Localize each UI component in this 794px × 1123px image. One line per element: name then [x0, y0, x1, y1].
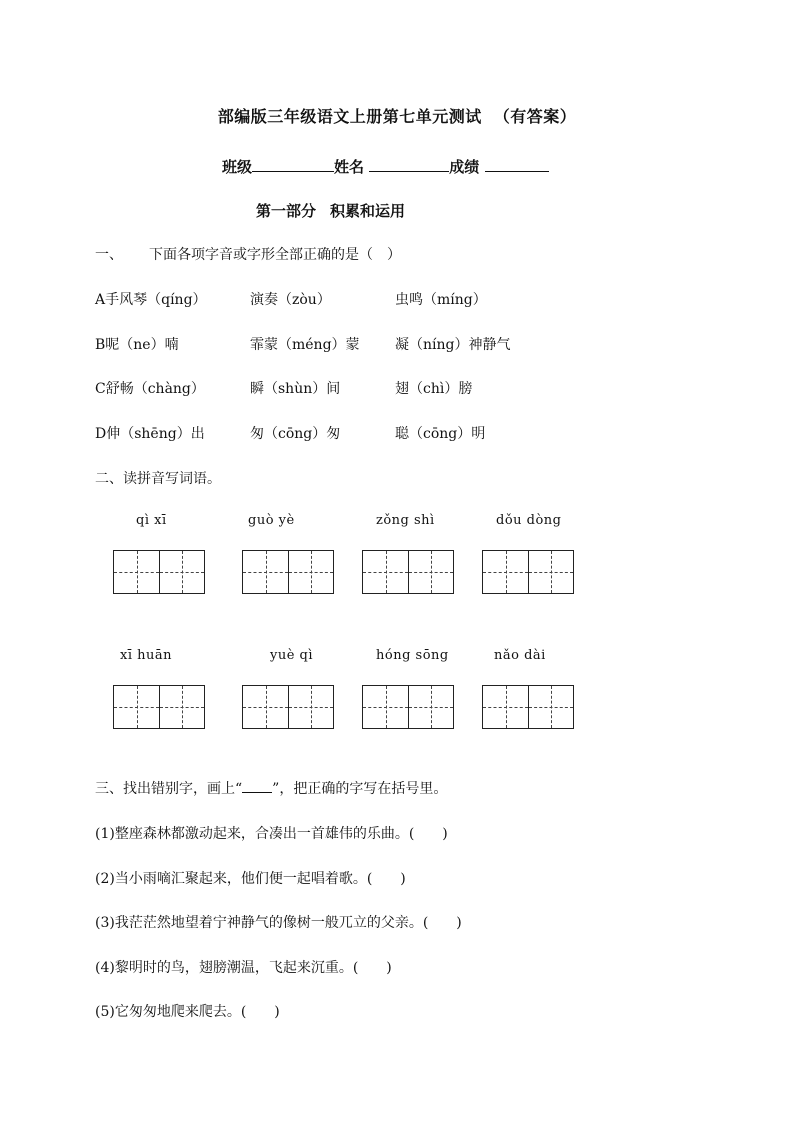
option-b-3: 凝（níng）神静气	[395, 337, 511, 353]
part-name: 积累和运用	[330, 202, 406, 220]
pinyin-label: zǒng shì	[376, 513, 435, 528]
question-3-item: (1)整座森林都激动起来，合凑出一首雄伟的乐曲。( )	[95, 826, 448, 842]
class-label: 班级	[222, 158, 253, 176]
class-blank[interactable]	[252, 157, 334, 172]
grid-cell[interactable]	[528, 551, 573, 593]
writing-grid[interactable]	[113, 685, 205, 729]
writing-grid[interactable]	[482, 685, 574, 729]
grid-cell[interactable]	[114, 551, 159, 593]
page-title	[0, 104, 794, 127]
title-suffix: （有答案）	[493, 107, 577, 126]
part-label: 第一部分	[256, 202, 317, 220]
grid-cell[interactable]	[363, 551, 408, 593]
section-heading	[256, 200, 405, 221]
writing-grid[interactable]	[362, 685, 454, 729]
writing-grid[interactable]	[242, 685, 334, 729]
option-b-1: B呢（ne）喃	[95, 337, 179, 353]
option-a-1: A手风琴（qíng）	[95, 292, 207, 308]
option-d-3: 聪（cōng）明	[395, 426, 486, 442]
grid-cell[interactable]	[483, 686, 528, 728]
question-2-prompt: 二、读拼音写词语。	[95, 471, 221, 487]
writing-grid[interactable]	[242, 550, 334, 594]
grid-cell[interactable]	[288, 686, 333, 728]
pinyin-label: hóng sōng	[376, 648, 449, 663]
option-d-1: D伸（shēng）出	[95, 426, 205, 442]
grid-cell[interactable]	[288, 551, 333, 593]
pinyin-label: dǒu dòng	[496, 513, 562, 528]
grid-cell[interactable]	[363, 686, 408, 728]
pinyin-label: nǎo dài	[494, 648, 546, 663]
grid-cell[interactable]	[408, 686, 453, 728]
grid-cell[interactable]	[159, 551, 204, 593]
writing-grid[interactable]	[482, 550, 574, 594]
option-d-2: 匆（cōng）匆	[250, 426, 341, 442]
pinyin-label: yuè qì	[270, 648, 314, 663]
question-3-item: (3)我茫茫然地望着宁神静气的像树一般兀立的父亲。( )	[95, 915, 462, 931]
grid-cell[interactable]	[483, 551, 528, 593]
option-c-2: 瞬（shùn）间	[250, 381, 341, 397]
question-1-prompt	[95, 244, 401, 264]
question-1-text: 下面各项字音或字形全部正确的是（ ）	[149, 247, 401, 263]
writing-grid[interactable]	[113, 550, 205, 594]
question-3-item: (5)它匆匆地爬来爬去。( )	[95, 1004, 280, 1020]
grid-cell[interactable]	[408, 551, 453, 593]
grid-cell[interactable]	[114, 686, 159, 728]
grid-cell[interactable]	[243, 551, 288, 593]
writing-grid[interactable]	[362, 550, 454, 594]
pinyin-label: xī huān	[120, 648, 172, 663]
question-1-number: 一、	[95, 247, 123, 263]
score-blank[interactable]	[485, 157, 549, 172]
underline-mark	[242, 780, 272, 793]
question-3-item: (4)黎明时的鸟，翅膀潮温，飞起来沉重。( )	[95, 960, 392, 976]
score-label: 成绩	[449, 158, 480, 176]
grid-cell[interactable]	[528, 686, 573, 728]
question-3-prompt	[95, 778, 447, 798]
option-b-2: 霏蒙（méng）蒙	[250, 337, 360, 353]
title-main: 部编版三年级语文上册第七单元测试	[217, 107, 482, 126]
name-label: 姓名	[334, 158, 365, 176]
option-a-3: 虫鸣（míng）	[395, 292, 487, 308]
option-c-3: 翅（chì）膀	[395, 381, 473, 397]
pinyin-label: qì xī	[136, 513, 167, 528]
option-c-1: C舒畅（chàng）	[95, 381, 205, 397]
question-3-text-b: ”，把正确的字写在括号里。	[272, 781, 448, 797]
question-3-text-a: 三、找出错别字，画上“	[95, 781, 243, 797]
option-a-2: 演奏（zòu）	[250, 292, 331, 308]
grid-cell[interactable]	[159, 686, 204, 728]
grid-cell[interactable]	[243, 686, 288, 728]
name-blank[interactable]	[369, 157, 449, 172]
pinyin-label: guò yè	[248, 513, 295, 528]
question-3-item: (2)当小雨嘀汇聚起来，他们便一起唱着歌。( )	[95, 871, 406, 887]
student-info-line	[222, 156, 549, 177]
